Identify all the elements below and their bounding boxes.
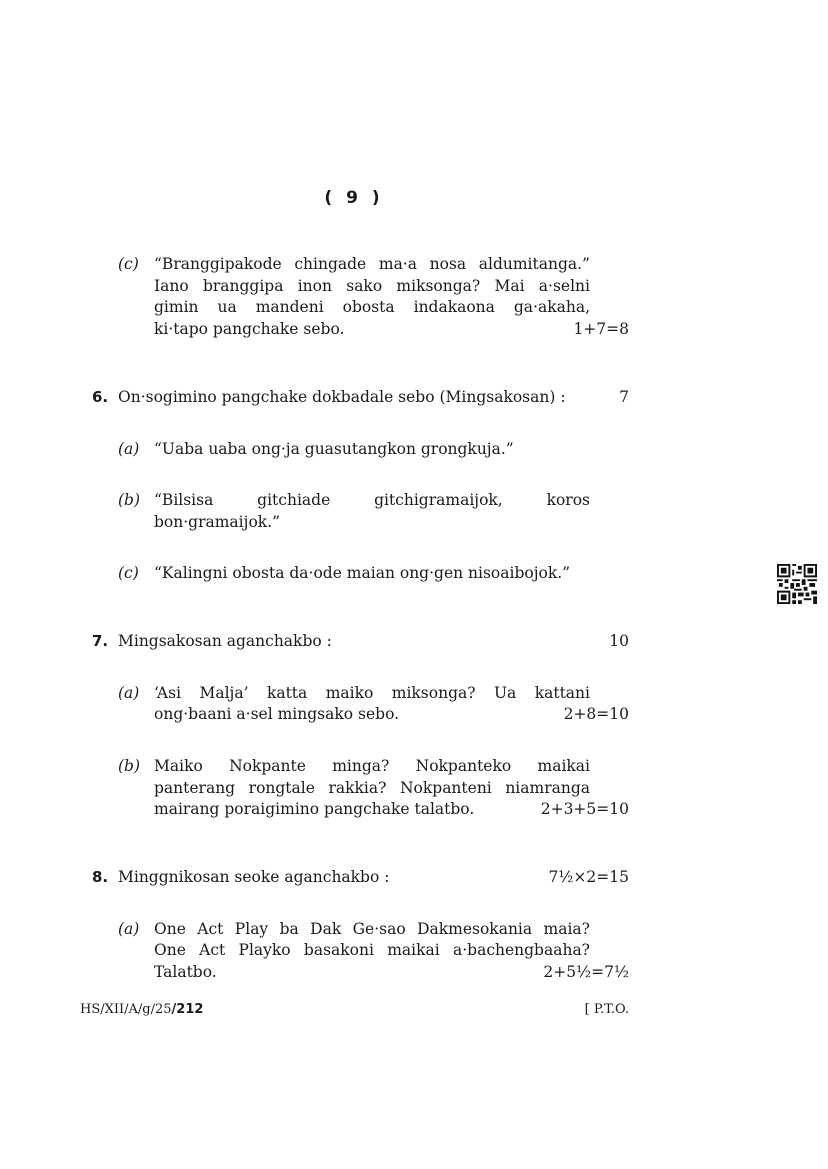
- part-label: (b): [118, 757, 141, 775]
- paper-code-prefix: HS/XII/A/g/25: [80, 1002, 172, 1017]
- marks: 2+5½=7½: [543, 963, 629, 981]
- page-number: ( 9 ): [324, 188, 384, 208]
- part-label: (a): [118, 440, 140, 458]
- text-line: gimin ua mandeni obosta indakaona ga·akaha,: [154, 298, 590, 316]
- text-line: “Bilsisa gitchiade gitchigramaijok, koros: [154, 491, 590, 509]
- text-line: “Uaba uaba ong·ja guasutangkon grongkuja.”: [154, 440, 514, 458]
- text-line: bon·gramaijok.”: [154, 513, 281, 531]
- text-line: “Kalingni obosta da·ode maian ong·gen nisoaibojok.”: [154, 564, 571, 582]
- text-line: Talatbo.: [154, 963, 217, 981]
- text-line: panterang rongtale rakkia? Nokpanteni niamranga: [154, 779, 590, 797]
- qr-code-icon: [777, 564, 817, 604]
- text-line: ‘Asi Malja’ katta maiko miksonga? Ua kattani: [154, 684, 590, 702]
- text-line: ong·baani a·sel mingsako sebo.: [154, 705, 400, 723]
- text-line: One Act Playko basakoni maikai a·bachengbaaha?: [154, 941, 590, 959]
- pto-note: [ P.T.O.: [584, 1002, 629, 1017]
- marks: 2+8=10: [563, 705, 629, 723]
- text-line: Iano branggipa inon sako miksonga? Mai a·selni: [154, 277, 590, 295]
- text-line: mairang poraigimino pangchake talatbo.: [154, 800, 475, 818]
- paper-code-number: /212: [171, 1002, 204, 1017]
- question-text: Minggnikosan seoke aganchakbo :: [118, 868, 390, 886]
- marks: 2+3+5=10: [540, 800, 629, 818]
- text-line: Maiko Nokpante minga? Nokpanteko maikai: [154, 757, 590, 775]
- text-line: One Act Play ba Dak Ge·sao Dakmesokania maia?: [154, 920, 590, 938]
- question-text: Mingsakosan aganchakbo :: [118, 632, 332, 650]
- part-label: (b): [118, 491, 141, 509]
- paper-code: [80, 1002, 203, 1017]
- marks: 10: [609, 632, 629, 650]
- marks: 7½×2=15: [548, 868, 629, 886]
- marks: 7: [619, 388, 629, 406]
- part-label: (c): [118, 255, 139, 273]
- part-label: (a): [118, 920, 140, 938]
- question-number: 7.: [92, 632, 109, 650]
- question-number: 6.: [92, 388, 109, 406]
- text-line: ki·tapo pangchake sebo.: [154, 320, 345, 338]
- part-label: (c): [118, 564, 139, 582]
- marks: 1+7=8: [573, 320, 629, 338]
- question-text: On·sogimino pangchake dokbadale sebo (Mingsakosan) :: [118, 388, 566, 406]
- text-line: “Branggipakode chingade ma·a nosa aldumitanga.”: [154, 255, 590, 273]
- question-number: 8.: [92, 868, 109, 886]
- part-label: (a): [118, 684, 140, 702]
